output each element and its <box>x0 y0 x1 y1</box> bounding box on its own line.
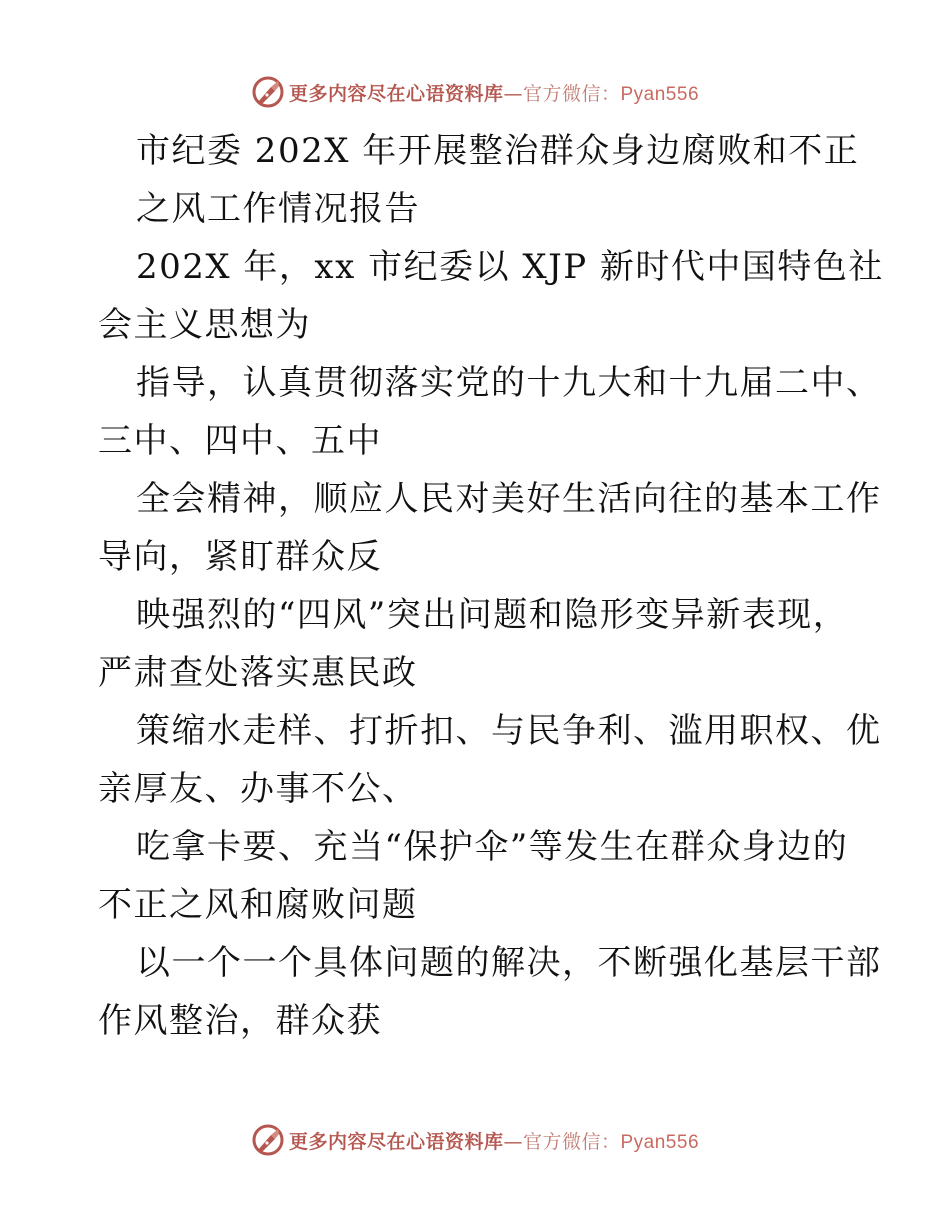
paragraph-line: 吃拿卡要、充当“保护伞”等发生在群众身边的 <box>136 827 849 867</box>
banner-lead-text: 更多内容尽在心语资料库 <box>288 1130 504 1153</box>
banner-wechat-label: 官方微信： <box>522 1130 621 1153</box>
banner-inner <box>251 1123 699 1157</box>
paragraph-line: 会主义思想为 <box>98 305 311 345</box>
document-body <box>98 122 884 1050</box>
banner-inner <box>251 75 699 109</box>
paragraph-line: 映强烈的“四风”突出问题和隐形变异新表现， <box>136 595 849 635</box>
header-watermark-banner <box>0 72 950 112</box>
paragraph-line: 策缩水走样、打折扣、与民争利、滥用职权、优 <box>136 711 882 751</box>
pen-nib-logo-icon <box>251 75 285 109</box>
paragraph-line: 作风整治，群众获 <box>98 1001 382 1041</box>
banner-lead-text: 更多内容尽在心语资料库 <box>288 82 504 105</box>
paragraph-line: 严肃查处落实惠民政 <box>98 653 418 693</box>
banner-text <box>289 1127 699 1154</box>
title-line-2: 之风工作情况报告 <box>136 189 420 229</box>
banner-wechat-id: Pyan556 <box>620 1131 700 1153</box>
banner-text <box>289 79 699 106</box>
paragraph-line: 三中、四中、五中 <box>98 421 382 461</box>
banner-dash: — <box>503 82 523 105</box>
banner-dash: — <box>503 1130 523 1153</box>
paragraph-line: 以一个一个具体问题的解决，不断强化基层干部 <box>136 943 882 983</box>
paragraph-line: 指导，认真贯彻落实党的十九大和十九届二中、 <box>136 363 882 403</box>
footer-watermark-banner <box>0 1120 950 1160</box>
title-line-1: 市纪委 202X 年开展整治群众身边腐败和不正 <box>136 131 860 171</box>
pen-nib-logo-icon <box>251 1123 285 1157</box>
paragraph-line: 亲厚友、办事不公、 <box>98 769 418 809</box>
paragraph-line: 全会精神，顺应人民对美好生活向往的基本工作 <box>136 479 882 519</box>
paragraph-line: 不正之风和腐败问题 <box>98 885 418 925</box>
banner-wechat-id: Pyan556 <box>620 83 700 105</box>
paragraph-line: 导向，紧盯群众反 <box>98 537 382 577</box>
banner-wechat-label: 官方微信： <box>522 82 621 105</box>
paragraph-line: 202X 年，xx 市纪委以 XJP 新时代中国特色社 <box>136 247 884 287</box>
